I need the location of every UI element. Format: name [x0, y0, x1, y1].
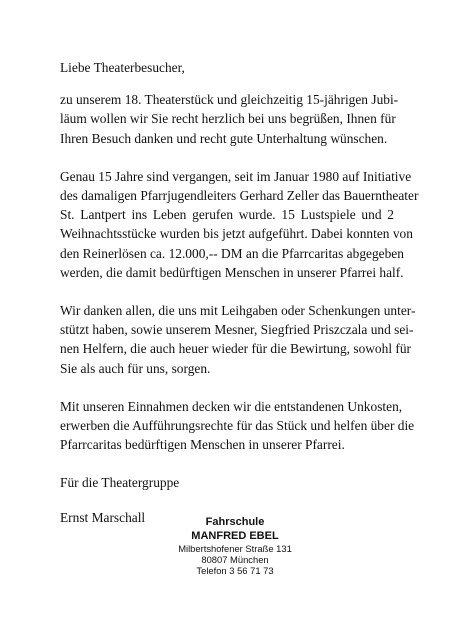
paragraph-thanks	[60, 301, 416, 378]
ad-street: Milbertshofener Straße 131	[178, 543, 292, 554]
paragraph-line: stützt haben, sowie unserem Mesner, Siegfried Priszczala und sei-	[60, 322, 414, 338]
paragraph-line: Weihnachtsstücke wurden bis jetzt aufgeführt. Dabei konnten von	[60, 226, 413, 242]
paragraph-line: zu unserem 18. Theaterstück und gleichzeitig 15-jährigen Jubi-	[60, 92, 399, 108]
paragraph-line: werden, die damit bedürftigen Menschen in unserer Pfarrei half.	[60, 264, 404, 280]
signature-name: Ernst Marschall	[60, 509, 146, 525]
ad-phone: Telefon 3 56 71 73	[196, 565, 274, 576]
paragraph-line: St. Lantpert ins Leben gerufen wurde. 15 Lustspiele und 2	[60, 207, 394, 223]
ad-city: 80807 München	[201, 554, 269, 565]
paragraph-line: erwerben die Aufführungsrechte für das Stück und helfen über die	[60, 418, 415, 434]
paragraph-line: Pfarrcaritas bedürftigen Menschen in unserer Pfarrei.	[60, 437, 345, 453]
ad-heading: Fahrschule	[205, 516, 265, 528]
paragraph-line: Genau 15 Jahre sind vergangen, seit im Januar 1980 auf Initiative	[60, 168, 412, 184]
paragraph-history	[60, 167, 419, 282]
closing-line: Für die Theatergruppe	[60, 475, 180, 491]
paragraph-line: Ihren Besuch danken und recht gute Unterhaltung wünschen.	[60, 130, 388, 146]
letter-body	[60, 58, 419, 527]
ad-company-name: MANFRED EBEL	[191, 530, 279, 542]
paragraph-line: Sie als auch für uns, sorgen.	[60, 360, 211, 376]
advertisement-block	[150, 515, 320, 576]
paragraph-income	[60, 397, 415, 455]
paragraph-line: Wir danken allen, die uns mit Leihgaben oder Schenkungen unter-	[60, 303, 416, 319]
paragraph-greeting	[60, 90, 399, 148]
paragraph-line: Mit unseren Einnahmen decken wir die entstandenen Unkosten,	[60, 398, 403, 414]
paragraph-line: des damaligen Pfarrjugendleiters Gerhard Zeller das Bauerntheater	[60, 188, 419, 204]
paragraph-line: den Reinerlösen ca. 12.000,-- DM an die Pfarrcaritas abgegeben	[60, 245, 404, 261]
paragraph-line: läum wollen wir Sie recht herzlich bei uns begrüßen, Ihnen für	[60, 111, 396, 127]
salutation: Liebe Theaterbesucher,	[60, 60, 185, 75]
paragraph-line: nen Helfern, die auch heuer wieder für die Bewirtung, sowohl für	[60, 341, 412, 357]
